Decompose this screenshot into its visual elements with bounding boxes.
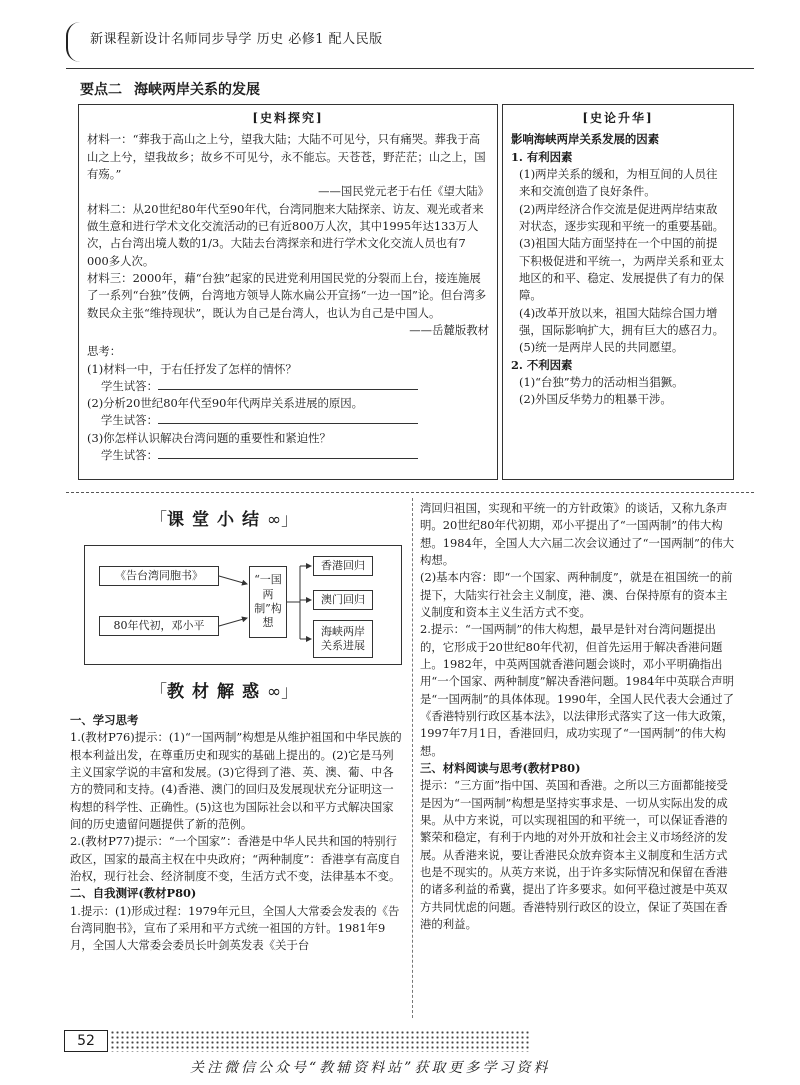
sources-heading: [史料探究] (252, 111, 324, 125)
favorable-item: (4)改革开放以来，祖国大陆综合国力增强，国际影响扩大，拥有巨大的感召力。 (519, 305, 725, 337)
infinity-icon: ∞ (267, 510, 282, 530)
self-test-1-cont: 湾回归祖国，实现和平统一的方针政策》的谈话，又称九条声明。20世纪80年代初期，邓小平提出了“一国两制”的伟大构想。1984年，全国人大六届二次会议通过了“一国两制”的伟大构想。 (420, 501, 735, 567)
question-2: (2)分析20世纪80年代至90年代两岸关系进展的原因。 (87, 396, 364, 411)
self-test-2: 2.提示：“一国两制”的伟大构想，最早是针对台湾问题提出的，它形成于20世纪80年代初，但首先运用于解决香港问题上。1982年，中英两国就香港问题会谈时，邓小平明确指出用“一个国家、两种制度”解决香港问题。1984年中英联合声明是“一国两制”的具体体现。1990年，全国人民代表大会通过了《香港特别行政区基本法》，以法律形式落实了这一伟大政策，1997年7月1日，香港回归，成功实现了“一国两制”的伟大构想。 (420, 622, 735, 758)
analysis-box (502, 104, 734, 480)
material-3: 材料三：2000年，藉“台独”起家的民进党利用国民党的分裂而上台，接连施展了一系列“台独”伎俩，台湾地方领导人陈水扁公开宣扬“一边一国”论。但台湾多数民众主张“维持现状”，既认为自己是台湾人，也认为自己是中国人。 (87, 270, 487, 320)
answer-1: 1.(教材P76)提示：(1)“一国两制”构想是从维护祖国和中华民族的根本利益出发，在尊重历史和现实的基础上提出的。(2)它是马列主义国家学说的丰富和发展。(3)它得到了港、英、澳、葡、中各方的赞同和支持。(4)香港、澳门的回归及发展现状充分证明这一构想的科学性、正确性。(5)这也为国际社会以和平方式解决国家间的历史遗留问题提供了新的范例。 (70, 730, 402, 831)
node-deng: 80年代初，邓小平 (99, 616, 219, 636)
think-label: 思考： (87, 344, 122, 359)
material-3-source: ——岳麓版教材 (409, 322, 489, 337)
self-test-1-basic: (2)基本内容：即“一个国家、两种制度”，就是在祖国统一的前提下，大陆实行社会主义制度，港、澳、台保持原有的资本主义制度和资本主义生活方式不变。 (420, 570, 733, 619)
footer-dot-pattern (110, 1030, 530, 1052)
summary-title-frame: 「课堂小结∞」 (150, 510, 299, 530)
page-header: 新课程新设计名师同步导学 历史 必修1 配人民版 (90, 32, 383, 47)
student-label: 学生试答： (101, 378, 158, 393)
concept-map (84, 545, 402, 665)
answer-line-2 (87, 412, 489, 429)
sources-box (78, 104, 498, 480)
favorable-heading: 1. 有利因素 (511, 149, 573, 164)
material-1: 材料一：“葬我于高山之上兮，望我大陆；大陆不可见兮，只有痛哭。葬我于高山之上兮，望我故乡；故乡不可见兮，永不能忘。天苍苍，野茫茫；山之上，国有殇。” (87, 132, 486, 181)
section-heading: 海峡两岸关系的发展 (134, 82, 260, 98)
infinity-icon: ∞ (267, 682, 282, 702)
column-divider (412, 498, 413, 1018)
student-label: 学生试答： (101, 448, 158, 463)
question-3: (3)你怎样认识解决台湾问题的重要性和紧迫性？ (87, 430, 331, 445)
favorable-item: (1)两岸关系的缓和，为相互间的人员往来和交流创造了良好条件。 (519, 166, 718, 199)
section-title (80, 80, 260, 101)
answer-blank-2[interactable] (158, 412, 418, 424)
reading-answer: 提示：“三方面”指中国、英国和香港。之所以三方面都能接受是因为“一国两制”构想是坚持实事求是、一切从实际出发的成果。从中方来说，可以实现祖国的和平统一，可以保证香港的繁荣和稳定，有利于内地的对外开放和社会主义市场经济的发展。从香港来说，要让香港民众放弃资本主义制度和生活方式也是不现实的。从英方来说，出于许多实际情况和保留在香港的诸多利益的希冀，提出了许多要求。如何平稳过渡是中英双方共同忧虑的问题。香港特别行政区的设立，保证了英国在香港的利益。 (420, 778, 728, 931)
textbook-right-column (420, 500, 738, 933)
answer-blank-3[interactable] (158, 447, 418, 459)
footer-watermark: 关注微信公众号“教辅资料站”获取更多学习资料 (190, 1060, 551, 1076)
header-arc-ornament (66, 22, 80, 62)
subsection-3: 三、材料阅读与思考(教材P80) (420, 760, 581, 775)
unfavorable-heading: 2. 不利因素 (511, 357, 573, 372)
analysis-heading: [史论升华] (582, 111, 654, 125)
material-1-source: ——国民党元老于右任《望大陆》 (318, 184, 489, 199)
node-taiwan: 海峡两岸关系进展 (313, 620, 373, 658)
concept-map-arrows (85, 546, 403, 666)
answer-line-3 (87, 447, 489, 464)
textbook-left-column (70, 712, 404, 955)
textbook-title: 教材解惑 (167, 682, 267, 702)
subsection-1: 一、学习思考 (70, 713, 139, 727)
student-label: 学生试答： (101, 413, 158, 428)
answer-blank-1[interactable] (158, 378, 418, 390)
node-hk: 香港回归 (313, 556, 373, 576)
question-1: (1)材料一中，于右任抒发了怎样的情怀？ (87, 361, 297, 376)
favorable-item: (2)两岸经济合作交流是促进两岸结束敌对状态，逐步实现和平统一的重要基础。 (519, 201, 725, 233)
subsection-2: 二、自我测评(教材P80) (70, 886, 197, 901)
material-2: 材料二：从20世纪80年代至90年代，台湾同胞来大陆探亲、访友、观光或者来做生意和进行学术文化交流活动的已有近800万人次，其中1995年达133万人次，占台湾出境人数的1/3。大陆去台湾探亲和进行学术文化交流人员也有7 000多人次。 (87, 201, 484, 268)
answer-line-1 (87, 378, 489, 395)
header-rule (66, 68, 754, 69)
favorable-item: (3)祖国大陆方面坚持在一个中国的前提下积极促进和平统一，为两岸关系和亚太地区的和平、稳定、发展提供了有力的保障。 (519, 236, 725, 303)
textbook-title-frame: 「教材解惑∞」 (150, 682, 299, 702)
analysis-title: 影响海峡两岸关系发展的因素 (511, 132, 660, 147)
unfavorable-item: (2)外国反华势力的粗暴干涉。 (519, 392, 672, 407)
node-one-country-two-systems: “一国两制”构想 (249, 566, 287, 638)
self-test-1-part: 1.提示：(1)形成过程：1979年元旦，全国人大常委会发表的《告台湾同胞书》，宣布了采用和平方式统一祖国的方针。1981年9月，全国人大常委会委员长叶剑英发表《关于台 (70, 903, 400, 953)
node-letter: 《告台湾同胞书》 (99, 566, 219, 586)
node-macau: 澳门回归 (313, 590, 373, 610)
section-divider (66, 492, 754, 493)
summary-title: 课堂小结 (167, 510, 267, 530)
page-number: 52 (64, 1030, 108, 1052)
answer-2: 2.(教材P77)提示：“一个国家”：香港是中华人民共和国的特别行政区，国家的最高主权在中央政府；“两种制度”：香港享有高度自治权，现行社会、经济制度不变，生活方式不变，法律基本不变。 (70, 834, 401, 883)
section-label: 要点二 (80, 82, 122, 98)
unfavorable-item: (1)“台独”势力的活动相当猖獗。 (519, 374, 684, 389)
favorable-item: (5)统一是两岸人民的共同愿望。 (519, 340, 684, 355)
